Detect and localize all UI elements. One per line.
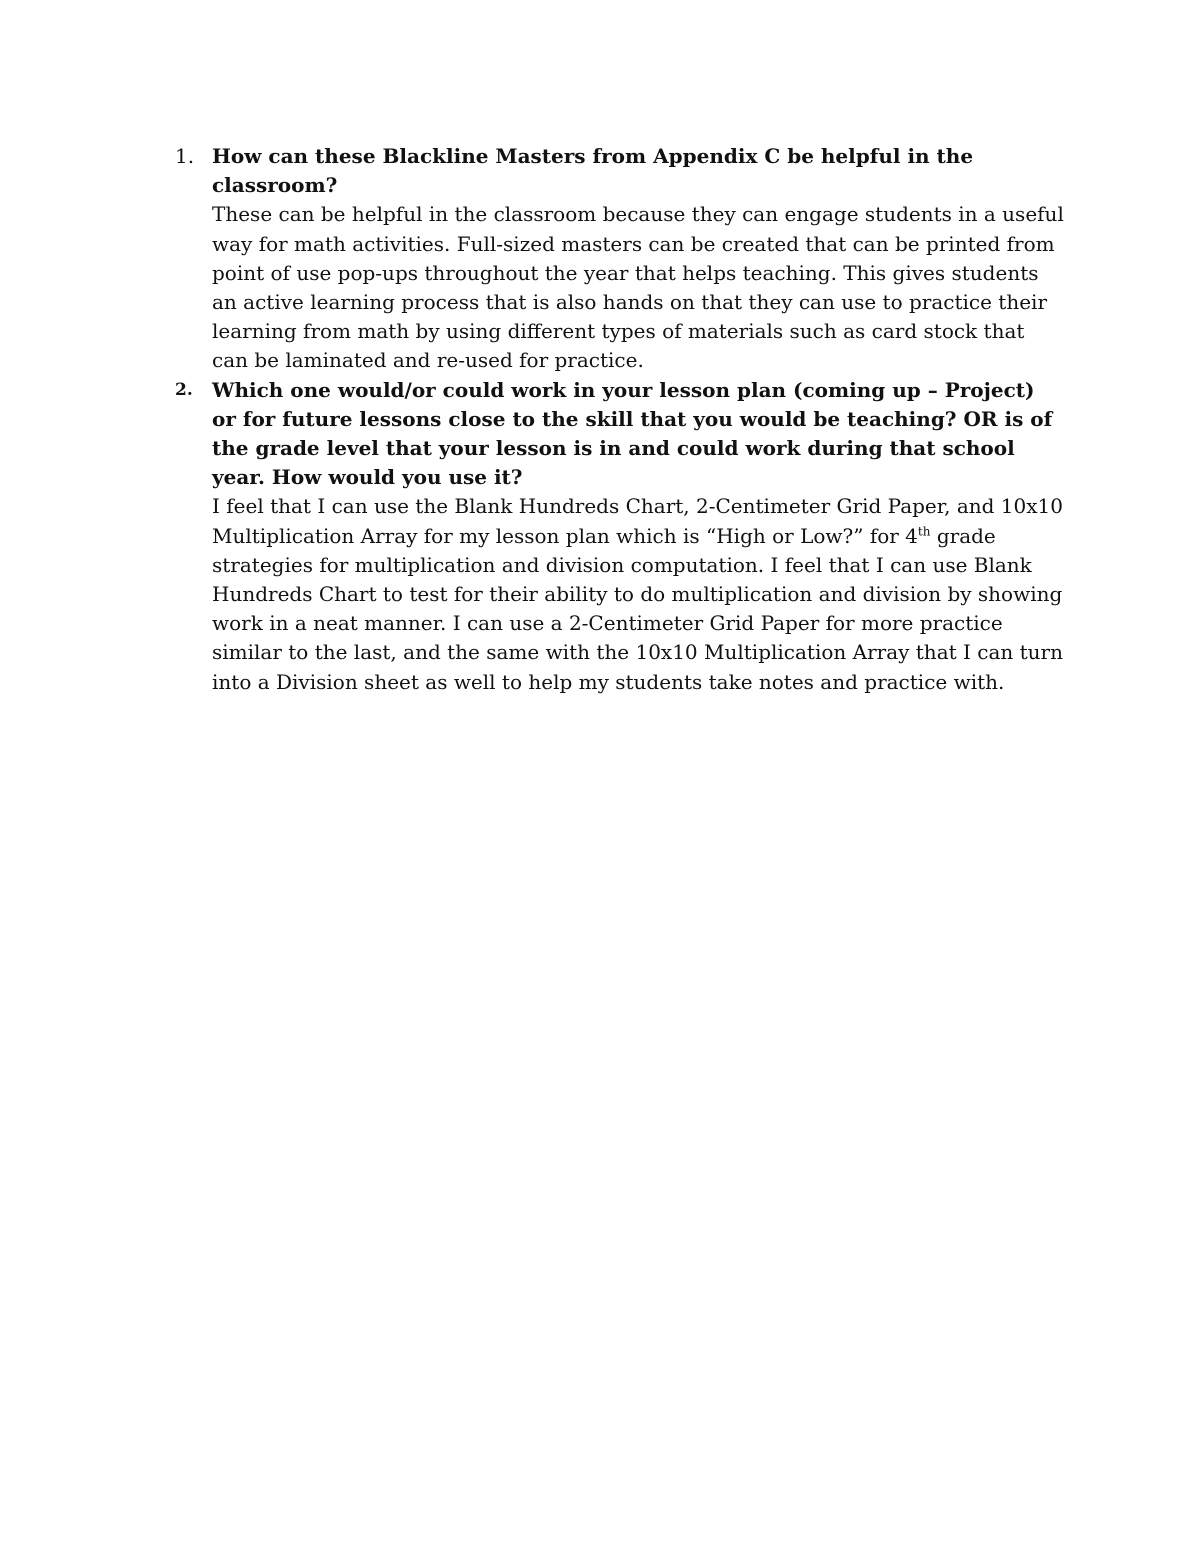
item-number-2: 2. bbox=[175, 379, 193, 400]
question-1: How can these Blackline Masters from Appendix C be helpful in the classroom? bbox=[212, 144, 974, 198]
ordinal-superscript: th bbox=[917, 523, 931, 538]
answer-1: These can be helpful in the classroom because they can engage students in a useful way for math activities. Full-sized masters can be created that can be printed from point of use pop-ups throughout the year that helps teaching. This gives students an active learning process that is also hands on that they can use to practice their learning from math by using different types of materials such as card stock that can be laminated and re-used for practice. bbox=[212, 202, 1064, 373]
item-number-1: 1. bbox=[175, 144, 195, 168]
list-item-1 bbox=[175, 142, 1065, 376]
answer-2-part-2: grade strategies for multiplication and division computation. I feel that I can use Blank Hundreds Chart to test for their ability to do multiplication and division by showing work in a neat manner. I can use a 2-Centimeter Grid Paper for more practice similar to the last, and the same with the 10x10 Multiplication Array that I can turn into a Division sheet as well to help my students take notes and practice with. bbox=[212, 523, 1063, 694]
question-list bbox=[175, 142, 1065, 697]
answer-2-part-1: I feel that I can use the Blank Hundreds Chart, 2-Centimeter Grid Paper, and 10x10 Multiplication Array for my lesson plan which is “High or Low?” for 4 bbox=[212, 494, 1063, 548]
answer-2 bbox=[212, 492, 1065, 696]
question-2: Which one would/or could work in your lesson plan (coming up – Project) or for future lessons close to the skill that you would be teaching? OR is of the grade level that your lesson is in and could work during that school year. How would you use it? bbox=[212, 377, 1053, 490]
list-item-2 bbox=[175, 376, 1065, 697]
